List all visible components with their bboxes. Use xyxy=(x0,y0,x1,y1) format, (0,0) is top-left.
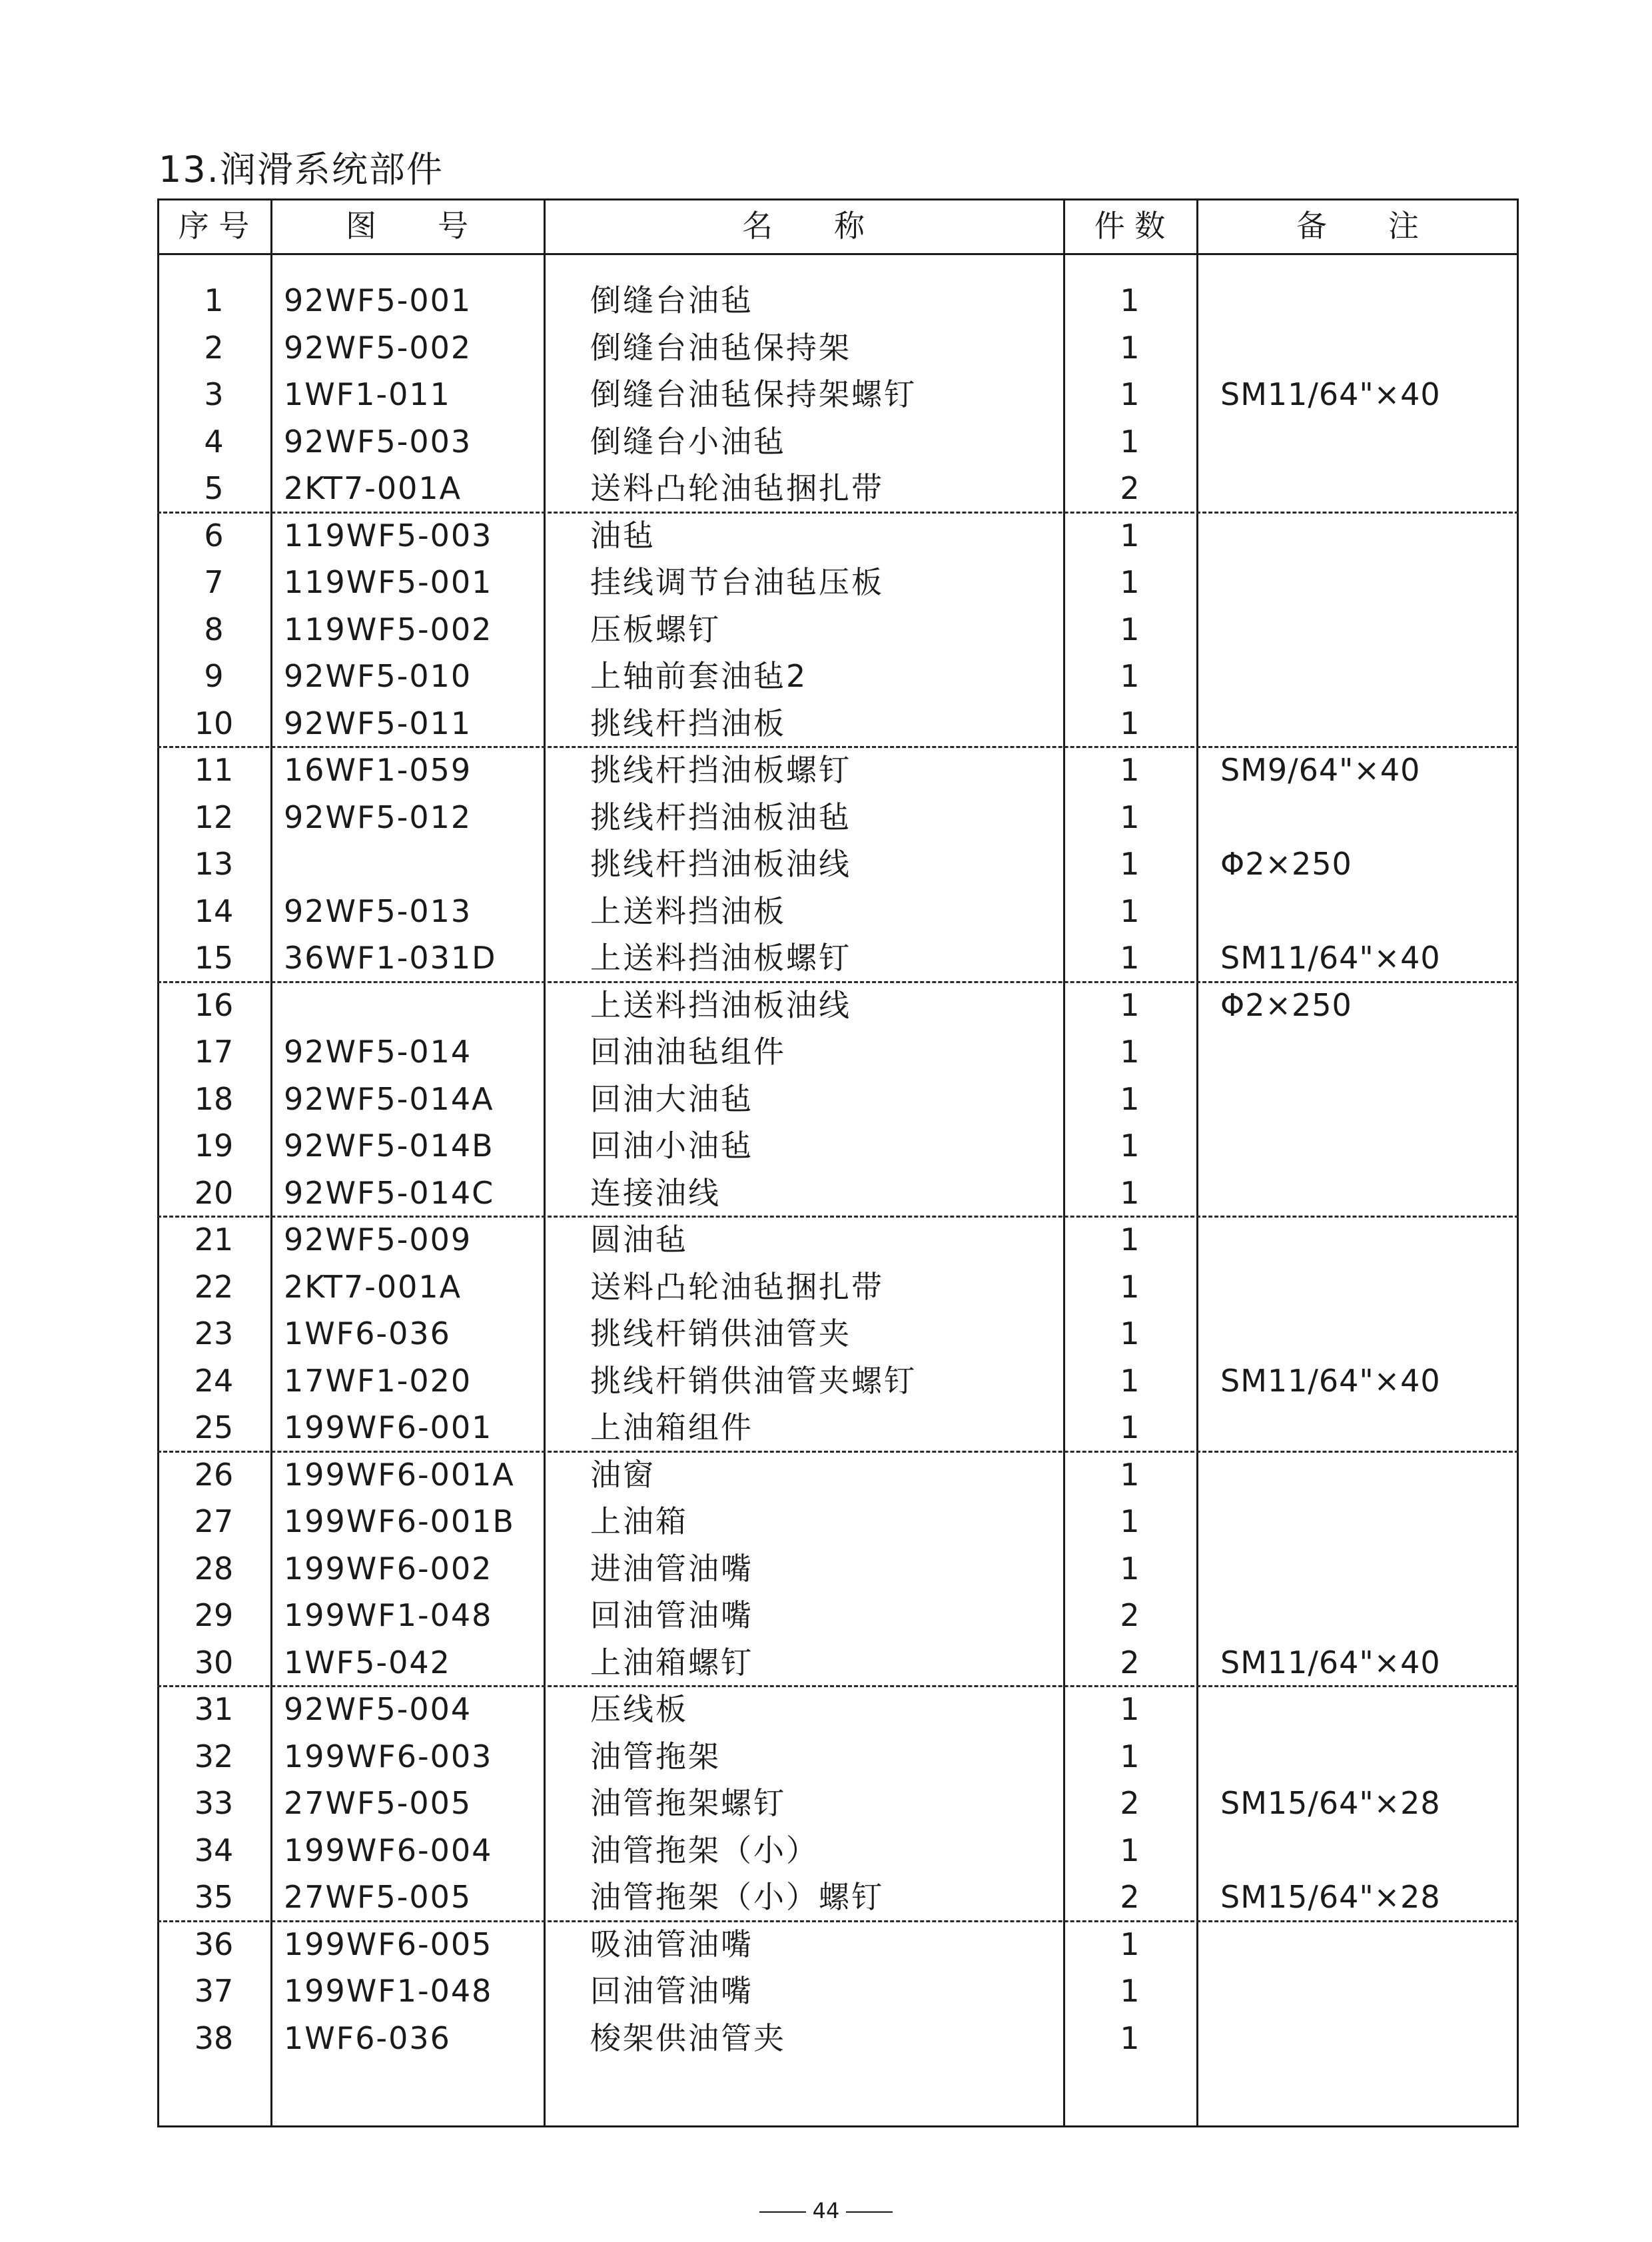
part-number: 92WF5-003 xyxy=(284,423,472,460)
quantity: 1 xyxy=(1120,986,1140,1023)
part-name: 吸油管油嘴 xyxy=(590,1926,753,1962)
remark xyxy=(1202,1921,1533,1968)
remark xyxy=(1202,794,1533,841)
part-name: 油毡 xyxy=(590,517,655,554)
part-name: 上油箱螺钉 xyxy=(590,1644,753,1681)
part-name: 挑线杆挡油板油线 xyxy=(590,846,851,882)
table-border-bottom xyxy=(157,2125,1519,2127)
table-row xyxy=(157,1827,1519,1874)
quantity: 1 xyxy=(1120,1362,1140,1399)
quantity: 1 xyxy=(1120,799,1140,835)
part-name: 挑线杆挡油板螺钉 xyxy=(590,752,851,788)
quantity: 1 xyxy=(1120,517,1140,554)
row-number: 28 xyxy=(194,1550,234,1587)
table-row xyxy=(157,747,1519,794)
table-header xyxy=(157,198,1519,253)
part-number: 119WF5-003 xyxy=(284,517,493,554)
table-row xyxy=(157,841,1519,888)
part-number: 92WF5-002 xyxy=(284,329,472,366)
table-row xyxy=(157,606,1519,653)
row-number: 21 xyxy=(194,1222,234,1258)
row-number: 23 xyxy=(194,1315,234,1351)
part-number: 92WF5-009 xyxy=(284,1222,472,1258)
remark xyxy=(1202,2015,1533,2062)
row-number: 16 xyxy=(194,986,234,1023)
part-number: 119WF5-001 xyxy=(284,564,493,600)
table-row xyxy=(157,1639,1519,1686)
remark xyxy=(1202,1122,1533,1170)
remark xyxy=(1202,700,1533,747)
part-name: 圆油毡 xyxy=(590,1222,688,1258)
table-row xyxy=(157,324,1519,372)
quantity: 1 xyxy=(1120,705,1140,741)
remark: Φ2×250 xyxy=(1220,846,1352,882)
table-row xyxy=(157,1498,1519,1545)
row-number: 25 xyxy=(194,1409,234,1445)
part-number: 92WF5-010 xyxy=(284,658,472,694)
row-number: 33 xyxy=(194,1785,234,1821)
quantity: 1 xyxy=(1120,1174,1140,1211)
part-name: 倒缝台油毡保持架 xyxy=(590,329,851,366)
part-name: 回油管油嘴 xyxy=(590,1973,753,2009)
page-number xyxy=(0,2198,1652,2223)
quantity: 1 xyxy=(1120,1926,1140,1962)
quantity: 1 xyxy=(1120,1268,1140,1305)
part-name: 油管拖架螺钉 xyxy=(590,1785,786,1821)
part-number: 36WF1-031D xyxy=(284,940,497,976)
quantity: 1 xyxy=(1120,1222,1140,1258)
part-number: 92WF5-014B xyxy=(284,1128,494,1164)
part-number: 92WF5-014C xyxy=(284,1174,495,1211)
table-row xyxy=(157,982,1519,1029)
part-name: 上轴前套油毡2 xyxy=(590,658,808,694)
part-number: 199WF6-003 xyxy=(284,1738,493,1774)
remark xyxy=(1202,1264,1533,1311)
quantity: 1 xyxy=(1120,1315,1140,1351)
table-row xyxy=(157,653,1519,700)
quantity: 1 xyxy=(1120,846,1140,882)
table-row xyxy=(157,1780,1519,1827)
remark xyxy=(1202,606,1533,653)
part-name: 进油管油嘴 xyxy=(590,1550,753,1587)
remark: SM11/64"×40 xyxy=(1220,1362,1441,1399)
part-number: 92WF5-001 xyxy=(284,282,472,318)
quantity: 1 xyxy=(1120,658,1140,694)
table-row xyxy=(157,934,1519,982)
part-name: 油窗 xyxy=(590,1456,655,1493)
table-row xyxy=(157,512,1519,560)
quantity: 1 xyxy=(1120,893,1140,929)
quantity: 1 xyxy=(1120,423,1140,460)
part-number: 17WF1-020 xyxy=(284,1362,472,1399)
row-number: 10 xyxy=(194,705,234,741)
table-row xyxy=(157,1968,1519,2015)
remark xyxy=(1202,1827,1533,1874)
row-number: 9 xyxy=(204,658,224,694)
remark xyxy=(1202,1216,1533,1264)
remark xyxy=(1202,418,1533,466)
remark xyxy=(1202,1028,1533,1076)
parts-table xyxy=(157,198,1519,2127)
table-row xyxy=(157,1170,1519,1217)
table-row xyxy=(157,418,1519,466)
quantity: 1 xyxy=(1120,282,1140,318)
table-row xyxy=(157,1216,1519,1264)
quantity: 1 xyxy=(1120,376,1140,412)
part-name: 挂线调节台油毡压板 xyxy=(590,564,884,600)
row-number: 26 xyxy=(194,1456,234,1493)
table-row xyxy=(157,1592,1519,1639)
table-row xyxy=(157,371,1519,418)
part-name: 上送料挡油板油线 xyxy=(590,986,851,1023)
row-number: 22 xyxy=(194,1268,234,1305)
header-name: 名 称 xyxy=(742,208,865,244)
row-number: 2 xyxy=(204,329,224,366)
header-part-number: 图 号 xyxy=(346,208,468,244)
part-name: 回油油毡组件 xyxy=(590,1034,786,1070)
quantity: 1 xyxy=(1120,1550,1140,1587)
page-number-text: 44 xyxy=(812,2198,840,2223)
row-number: 5 xyxy=(204,470,224,506)
row-number: 35 xyxy=(194,1879,234,1915)
part-number: 119WF5-002 xyxy=(284,611,493,647)
quantity: 1 xyxy=(1120,611,1140,647)
row-number: 27 xyxy=(194,1503,234,1539)
part-number: 1WF6-036 xyxy=(284,2020,451,2056)
row-number: 36 xyxy=(194,1926,234,1962)
row-number: 32 xyxy=(194,1738,234,1774)
quantity: 1 xyxy=(1120,329,1140,366)
part-name: 回油大油毡 xyxy=(590,1080,753,1117)
row-number: 13 xyxy=(194,846,234,882)
table-row xyxy=(157,2015,1519,2062)
page-number-dash xyxy=(759,2211,806,2213)
remark: SM15/64"×28 xyxy=(1220,1879,1441,1915)
part-number: 1WF1-011 xyxy=(284,376,451,412)
quantity: 2 xyxy=(1120,1879,1140,1915)
row-number: 38 xyxy=(194,2020,234,2056)
part-name: 倒缝台油毡保持架螺钉 xyxy=(590,376,917,412)
remark xyxy=(1202,1968,1533,2015)
row-number: 31 xyxy=(194,1691,234,1727)
remark xyxy=(1202,512,1533,560)
row-number: 18 xyxy=(194,1080,234,1117)
part-name: 倒缝台小油毡 xyxy=(590,423,786,460)
remark xyxy=(1202,653,1533,700)
part-number: 92WF5-012 xyxy=(284,799,472,835)
part-number: 199WF6-002 xyxy=(284,1550,493,1587)
part-name: 回油小油毡 xyxy=(590,1128,753,1164)
part-number: 199WF1-048 xyxy=(284,1597,493,1633)
remark xyxy=(1202,1404,1533,1451)
row-number: 11 xyxy=(194,752,234,788)
table-row xyxy=(157,465,1519,512)
part-name: 上油箱 xyxy=(590,1503,688,1539)
remark xyxy=(1202,1498,1533,1545)
remark xyxy=(1202,1686,1533,1733)
part-number xyxy=(284,841,544,888)
page-number-dash xyxy=(846,2211,893,2213)
table-row xyxy=(157,559,1519,606)
row-number: 4 xyxy=(204,423,224,460)
quantity: 1 xyxy=(1120,1738,1140,1774)
quantity: 1 xyxy=(1120,1409,1140,1445)
quantity: 1 xyxy=(1120,1973,1140,2009)
table-row xyxy=(157,1451,1519,1499)
row-number: 37 xyxy=(194,1973,234,2009)
table-row xyxy=(157,1076,1519,1123)
remark: SM11/64"×40 xyxy=(1220,1644,1441,1681)
part-number: 199WF6-004 xyxy=(284,1832,493,1868)
table-row xyxy=(157,1264,1519,1311)
row-number: 20 xyxy=(194,1174,234,1211)
row-number: 19 xyxy=(194,1128,234,1164)
remark xyxy=(1202,1733,1533,1780)
table-row xyxy=(157,700,1519,747)
part-number: 92WF5-011 xyxy=(284,705,472,741)
part-name: 上送料挡油板螺钉 xyxy=(590,940,851,976)
remark xyxy=(1202,559,1533,606)
part-number: 92WF5-014 xyxy=(284,1034,472,1070)
row-number: 1 xyxy=(204,282,224,318)
remark: SM11/64"×40 xyxy=(1220,376,1441,412)
part-name: 倒缝台油毡 xyxy=(590,282,753,318)
remark xyxy=(1202,888,1533,935)
quantity: 1 xyxy=(1120,1080,1140,1117)
quantity: 1 xyxy=(1120,2020,1140,2056)
part-name: 挑线杆销供油管夹 xyxy=(590,1315,851,1351)
quantity: 1 xyxy=(1120,564,1140,600)
row-number: 3 xyxy=(204,376,224,412)
row-number: 15 xyxy=(194,940,234,976)
part-name: 油管拖架（小） xyxy=(590,1832,819,1868)
table-row xyxy=(157,1404,1519,1451)
remark xyxy=(1202,277,1533,324)
row-number: 24 xyxy=(194,1362,234,1399)
row-number: 7 xyxy=(204,564,224,600)
remark: SM11/64"×40 xyxy=(1220,940,1441,976)
table-row xyxy=(157,277,1519,324)
row-number: 14 xyxy=(194,893,234,929)
table-row xyxy=(157,1686,1519,1733)
header-divider xyxy=(157,253,1519,255)
part-number: 92WF5-014A xyxy=(284,1080,494,1117)
quantity: 1 xyxy=(1120,1456,1140,1493)
remark xyxy=(1202,465,1533,512)
part-number: 199WF6-001A xyxy=(284,1456,515,1493)
part-name: 油管拖架 xyxy=(590,1738,721,1774)
part-number: 2KT7-001A xyxy=(284,470,462,506)
remark: Φ2×250 xyxy=(1220,986,1352,1023)
part-name: 连接油线 xyxy=(590,1174,721,1211)
remark: SM15/64"×28 xyxy=(1220,1785,1441,1821)
quantity: 2 xyxy=(1120,1597,1140,1633)
table-row xyxy=(157,1874,1519,1921)
part-name: 挑线杆挡油板油毡 xyxy=(590,799,851,835)
table-row xyxy=(157,1357,1519,1405)
table-row xyxy=(157,1122,1519,1170)
quantity: 1 xyxy=(1120,1128,1140,1164)
row-number: 34 xyxy=(194,1832,234,1868)
remark xyxy=(1202,1592,1533,1639)
part-name: 回油管油嘴 xyxy=(590,1597,753,1633)
part-number: 92WF5-004 xyxy=(284,1691,472,1727)
part-name: 油管拖架（小）螺钉 xyxy=(590,1879,884,1915)
part-number: 199WF6-001B xyxy=(284,1503,515,1539)
part-name: 梭架供油管夹 xyxy=(590,2020,786,2056)
quantity: 1 xyxy=(1120,1503,1140,1539)
remark xyxy=(1202,1076,1533,1123)
quantity: 1 xyxy=(1120,940,1140,976)
table-row xyxy=(157,1028,1519,1076)
table-row xyxy=(157,888,1519,935)
part-number: 92WF5-013 xyxy=(284,893,472,929)
row-number: 6 xyxy=(204,517,224,554)
part-name: 挑线杆销供油管夹螺钉 xyxy=(590,1362,917,1399)
part-name: 挑线杆挡油板 xyxy=(590,705,786,741)
remark xyxy=(1202,1451,1533,1499)
part-name: 送料凸轮油毡捆扎带 xyxy=(590,1268,884,1305)
row-number: 12 xyxy=(194,799,234,835)
header-qty: 件 数 xyxy=(1094,208,1166,244)
quantity: 2 xyxy=(1120,1644,1140,1681)
row-number: 30 xyxy=(194,1644,234,1681)
part-number: 199WF6-001 xyxy=(284,1409,493,1445)
part-number xyxy=(284,982,544,1029)
table-row xyxy=(157,794,1519,841)
quantity: 2 xyxy=(1120,470,1140,506)
remark xyxy=(1202,1170,1533,1217)
part-number: 27WF5-005 xyxy=(284,1879,472,1915)
table-row xyxy=(157,1545,1519,1593)
table-row xyxy=(157,1310,1519,1357)
quantity: 1 xyxy=(1120,1691,1140,1727)
remark xyxy=(1202,1310,1533,1357)
quantity: 2 xyxy=(1120,1785,1140,1821)
header-note: 备 注 xyxy=(1296,208,1419,244)
header-no: 序 号 xyxy=(178,208,250,244)
part-number: 2KT7-001A xyxy=(284,1268,462,1305)
part-number: 27WF5-005 xyxy=(284,1785,472,1821)
part-number: 199WF1-048 xyxy=(284,1973,493,2009)
remark: SM9/64"×40 xyxy=(1220,752,1421,788)
part-name: 上油箱组件 xyxy=(590,1409,753,1445)
part-number: 199WF6-005 xyxy=(284,1926,493,1962)
part-name: 上送料挡油板 xyxy=(590,893,786,929)
section-title: 13.润滑系统部件 xyxy=(159,149,444,190)
remark xyxy=(1202,324,1533,372)
part-number: 16WF1-059 xyxy=(284,752,472,788)
quantity: 1 xyxy=(1120,1832,1140,1868)
part-number: 1WF6-036 xyxy=(284,1315,451,1351)
part-name: 送料凸轮油毡捆扎带 xyxy=(590,470,884,506)
quantity: 1 xyxy=(1120,752,1140,788)
quantity: 1 xyxy=(1120,1034,1140,1070)
remark xyxy=(1202,1545,1533,1593)
part-number: 1WF5-042 xyxy=(284,1644,451,1681)
table-row xyxy=(157,1733,1519,1780)
part-name: 压板螺钉 xyxy=(590,611,721,647)
row-number: 29 xyxy=(194,1597,234,1633)
part-name: 压线板 xyxy=(590,1691,688,1727)
row-number: 8 xyxy=(204,611,224,647)
table-row xyxy=(157,1921,1519,1968)
row-number: 17 xyxy=(194,1034,234,1070)
